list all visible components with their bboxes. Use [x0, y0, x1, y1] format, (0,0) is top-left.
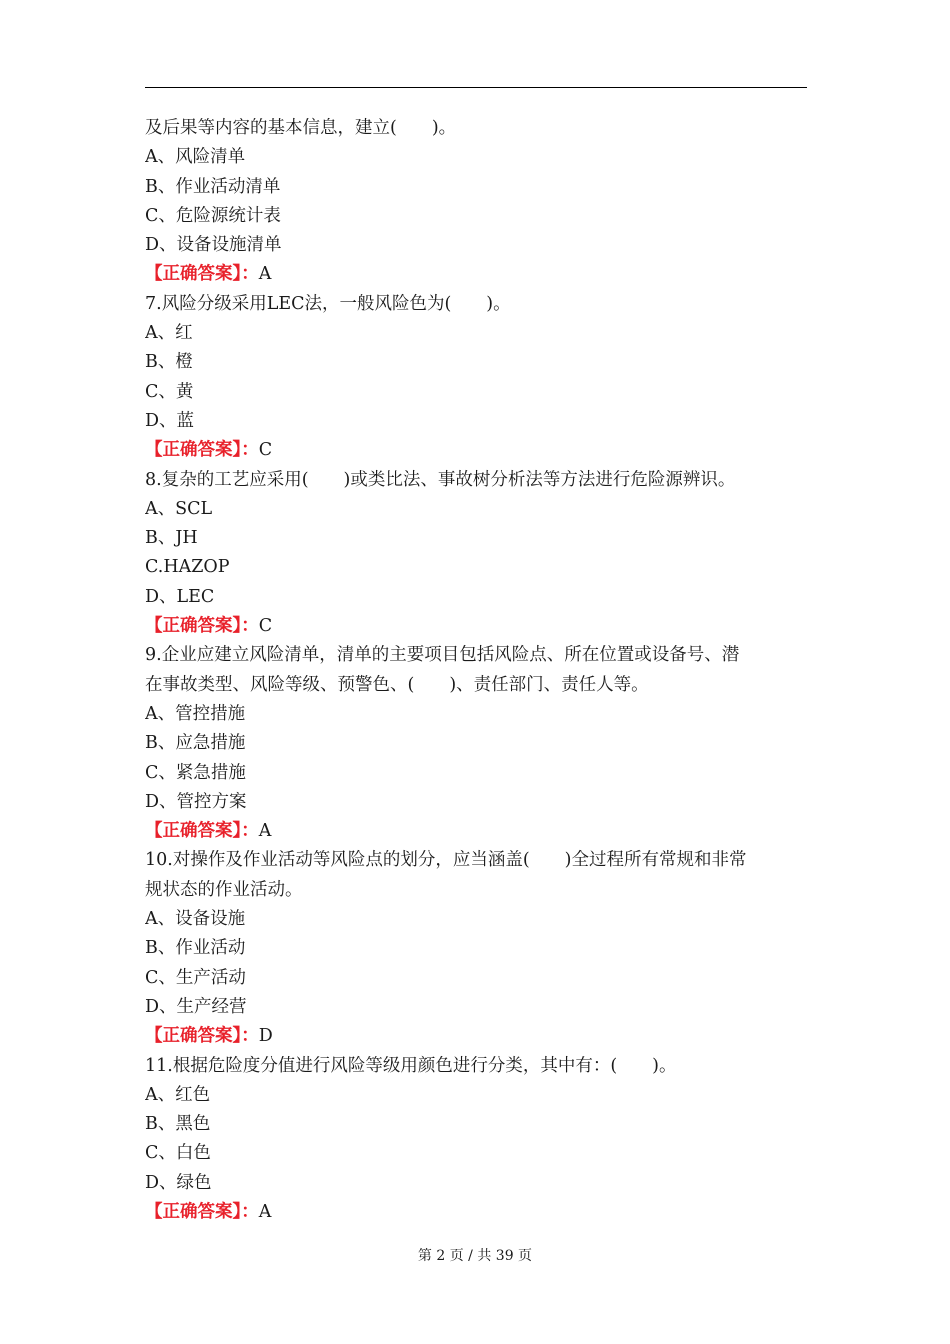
answer-label: 【正确答案】： [145, 264, 259, 285]
question-10-text-line2: 规状态的作业活动。 [145, 879, 303, 900]
question-11-text: 11.根据危险度分值进行风险等级用颜色进行分类，其中有：( )。 [145, 1055, 677, 1076]
option-d: D、生产经营 [145, 996, 247, 1017]
answer-label: 【正确答案】： [145, 821, 259, 842]
answer-row [145, 817, 807, 846]
answer-label: 【正确答案】： [145, 440, 259, 461]
option-c: C、紧急措施 [145, 762, 246, 783]
option-a: A、风险清单 [145, 147, 246, 168]
option-a: A、SCL [145, 498, 213, 519]
answer-row [145, 436, 807, 465]
option-c: C、危险源统计表 [145, 205, 281, 226]
question-9-text-line2: 在事故类型、风险等级、预警色、( )、责任部门、责任人等。 [145, 674, 649, 695]
option-d: D、管控方案 [145, 791, 247, 812]
answer-value: D [258, 1026, 273, 1047]
question-8-text: 8.复杂的工艺应采用( )或类比法、事故树分析法等方法进行危险源辨识。 [145, 469, 736, 490]
option-b: B、作业活动 [145, 938, 246, 959]
header-rule [145, 87, 807, 88]
answer-row [145, 1022, 807, 1051]
answer-row [145, 612, 807, 641]
option-a: A、管控措施 [145, 703, 246, 724]
answer-value: A [258, 821, 272, 842]
question-7-text: 7.风险分级采用LEC法，一般风险色为( )。 [145, 293, 511, 314]
option-c: C、黄 [145, 381, 194, 402]
option-b: B、JH [145, 528, 198, 549]
option-d: D、绿色 [145, 1172, 212, 1193]
option-b: B、作业活动清单 [145, 176, 281, 197]
answer-label: 【正确答案】： [145, 1026, 259, 1047]
document-body [145, 114, 807, 1227]
answer-value: C [258, 440, 273, 461]
option-a: A、设备设施 [145, 909, 246, 930]
option-c: C、白色 [145, 1143, 211, 1164]
option-b: B、应急措施 [145, 733, 246, 754]
question-10-text-line1: 10.对操作及作业活动等风险点的划分，应当涵盖( )全过程所有常规和非常 [145, 850, 747, 871]
option-a: A、红色 [145, 1084, 211, 1105]
option-d: D、蓝 [145, 410, 195, 431]
answer-value: A [258, 1201, 272, 1222]
answer-row [145, 260, 807, 289]
answer-label: 【正确答案】： [145, 1201, 259, 1222]
page-footer: 第 2 页 / 共 39 页 [417, 1248, 533, 1264]
option-d: D、LEC [145, 586, 215, 607]
answer-row [145, 1198, 807, 1227]
option-b: B、黑色 [145, 1114, 211, 1135]
option-c: C.HAZOP [145, 557, 230, 578]
question-9-text-line1: 9.企业应建立风险清单，清单的主要项目包括风险点、所在位置或设备号、潜 [145, 645, 740, 666]
answer-label: 【正确答案】： [145, 616, 259, 637]
option-c: C、生产活动 [145, 967, 246, 988]
question-text: 及后果等内容的基本信息，建立( )。 [145, 118, 457, 138]
answer-value: A [258, 264, 272, 285]
option-d: D、设备设施清单 [145, 235, 282, 256]
option-a: A、红 [145, 323, 193, 344]
answer-value: C [258, 616, 273, 637]
option-b: B、橙 [145, 352, 193, 373]
